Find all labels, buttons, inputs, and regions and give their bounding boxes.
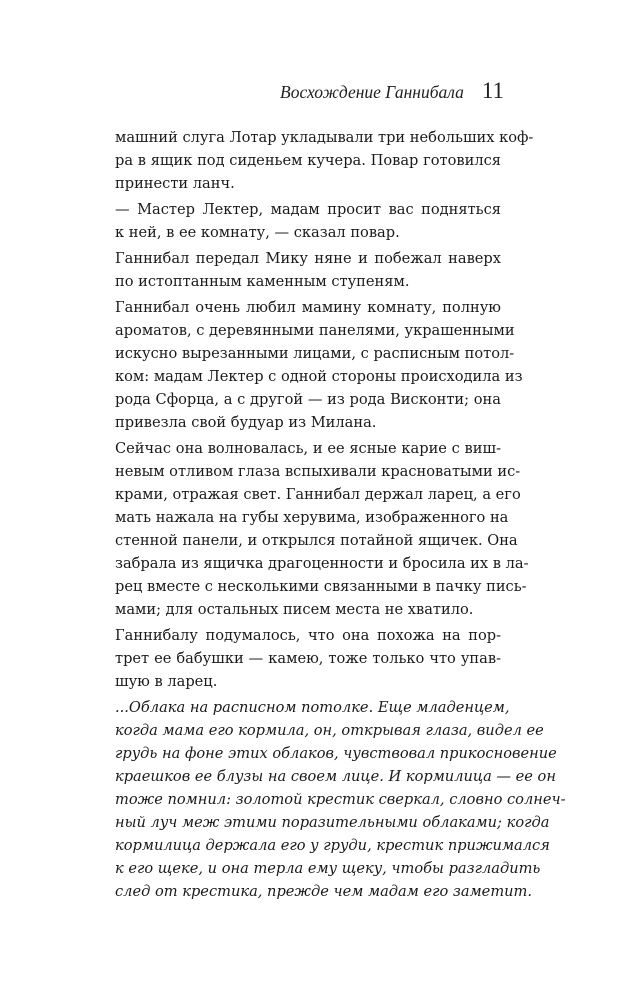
paragraph [115,126,534,195]
running-head [280,78,504,104]
text-line: невым отливом глаза вспыхивали красноватыми ис- [115,463,521,480]
text-line: машний слуга Лотар укладывали три небольших коф- [115,129,534,146]
italic-passage [115,696,566,903]
text-line: мами; для остальных писем места не хватило. [115,601,474,618]
paragraph [115,247,501,293]
text-line: Ганнибалу подумалось, что она похожа на пор- [115,627,501,644]
text-line: ароматов, с деревянными панелями, украшенными [115,322,515,339]
text-line: по истоптанным каменным ступеням. [115,273,410,290]
text-line: привезла свой будуар из Милана. [115,414,377,431]
text-line: грудь на фоне этих облаков, чувствовал прикосновение [115,745,557,762]
text-line: — Мастер Лектер, мадам просит вас подняться [115,201,501,218]
text-line: к его щеке, и она терла ему щеку, чтобы разгладить [115,860,541,877]
text-line: забрала из ящичка драгоценности и бросила их в ла- [115,555,529,572]
body-text [115,126,566,903]
text-line: к ней, в ее комнату, — сказал повар. [115,224,400,241]
text-line: рец вместе с несколькими связанными в пачку пись- [115,578,527,595]
paragraph [115,624,501,693]
text-line: стенной панели, и открылся потайной ящичек. Она [115,532,518,549]
text-line: рода Сфорца, а с другой — из рода Висконти; она [115,391,501,408]
text-line: принести ланч. [115,175,235,192]
text-line: ный луч меж этими поразительными облаками; когда [115,814,550,831]
text-line: ...Облака на расписном потолке. Еще младенцем, [115,699,510,716]
text-line: краешков ее блузы на своем лице. И кормилица — ее он [115,768,556,785]
text-line: ра в ящик под сиденьем кучера. Повар готовился [115,152,501,169]
text-line: искусно вырезанными лицами, с расписным потол- [115,345,515,362]
text-line: Ганнибал передал Мику няне и побежал наверх [115,250,501,267]
text-line: Ганнибал очень любил мамину комнату, полную [115,299,501,316]
text-line: тоже помнил: золотой крестик сверкал, словно солнеч- [115,791,566,808]
text-line: кормилица держала его у груди, крестик прижимался [115,837,550,854]
text-line: след от крестика, прежде чем мадам его заметит. [115,883,533,900]
text-line: трет ее бабушки — камею, тоже только что упав- [115,650,501,667]
text-line: шую в ларец. [115,673,218,690]
text-line: когда мама его кормила, он, открывая глаза, видел ее [115,722,544,739]
paragraph [115,198,501,244]
text-line: мать нажала на губы херувима, изображенного на [115,509,509,526]
text-line: ком: мадам Лектер с одной стороны происходила из [115,368,523,385]
text-line: крами, отражая свет. Ганнибал держал ларец, а его [115,486,521,503]
running-title: Восхождение Ганнибала [280,82,464,102]
text-line: Сейчас она волновалась, и ее ясные карие с виш- [115,440,501,457]
paragraph [115,437,529,621]
paragraph [115,296,523,434]
page-number: 11 [481,78,504,103]
